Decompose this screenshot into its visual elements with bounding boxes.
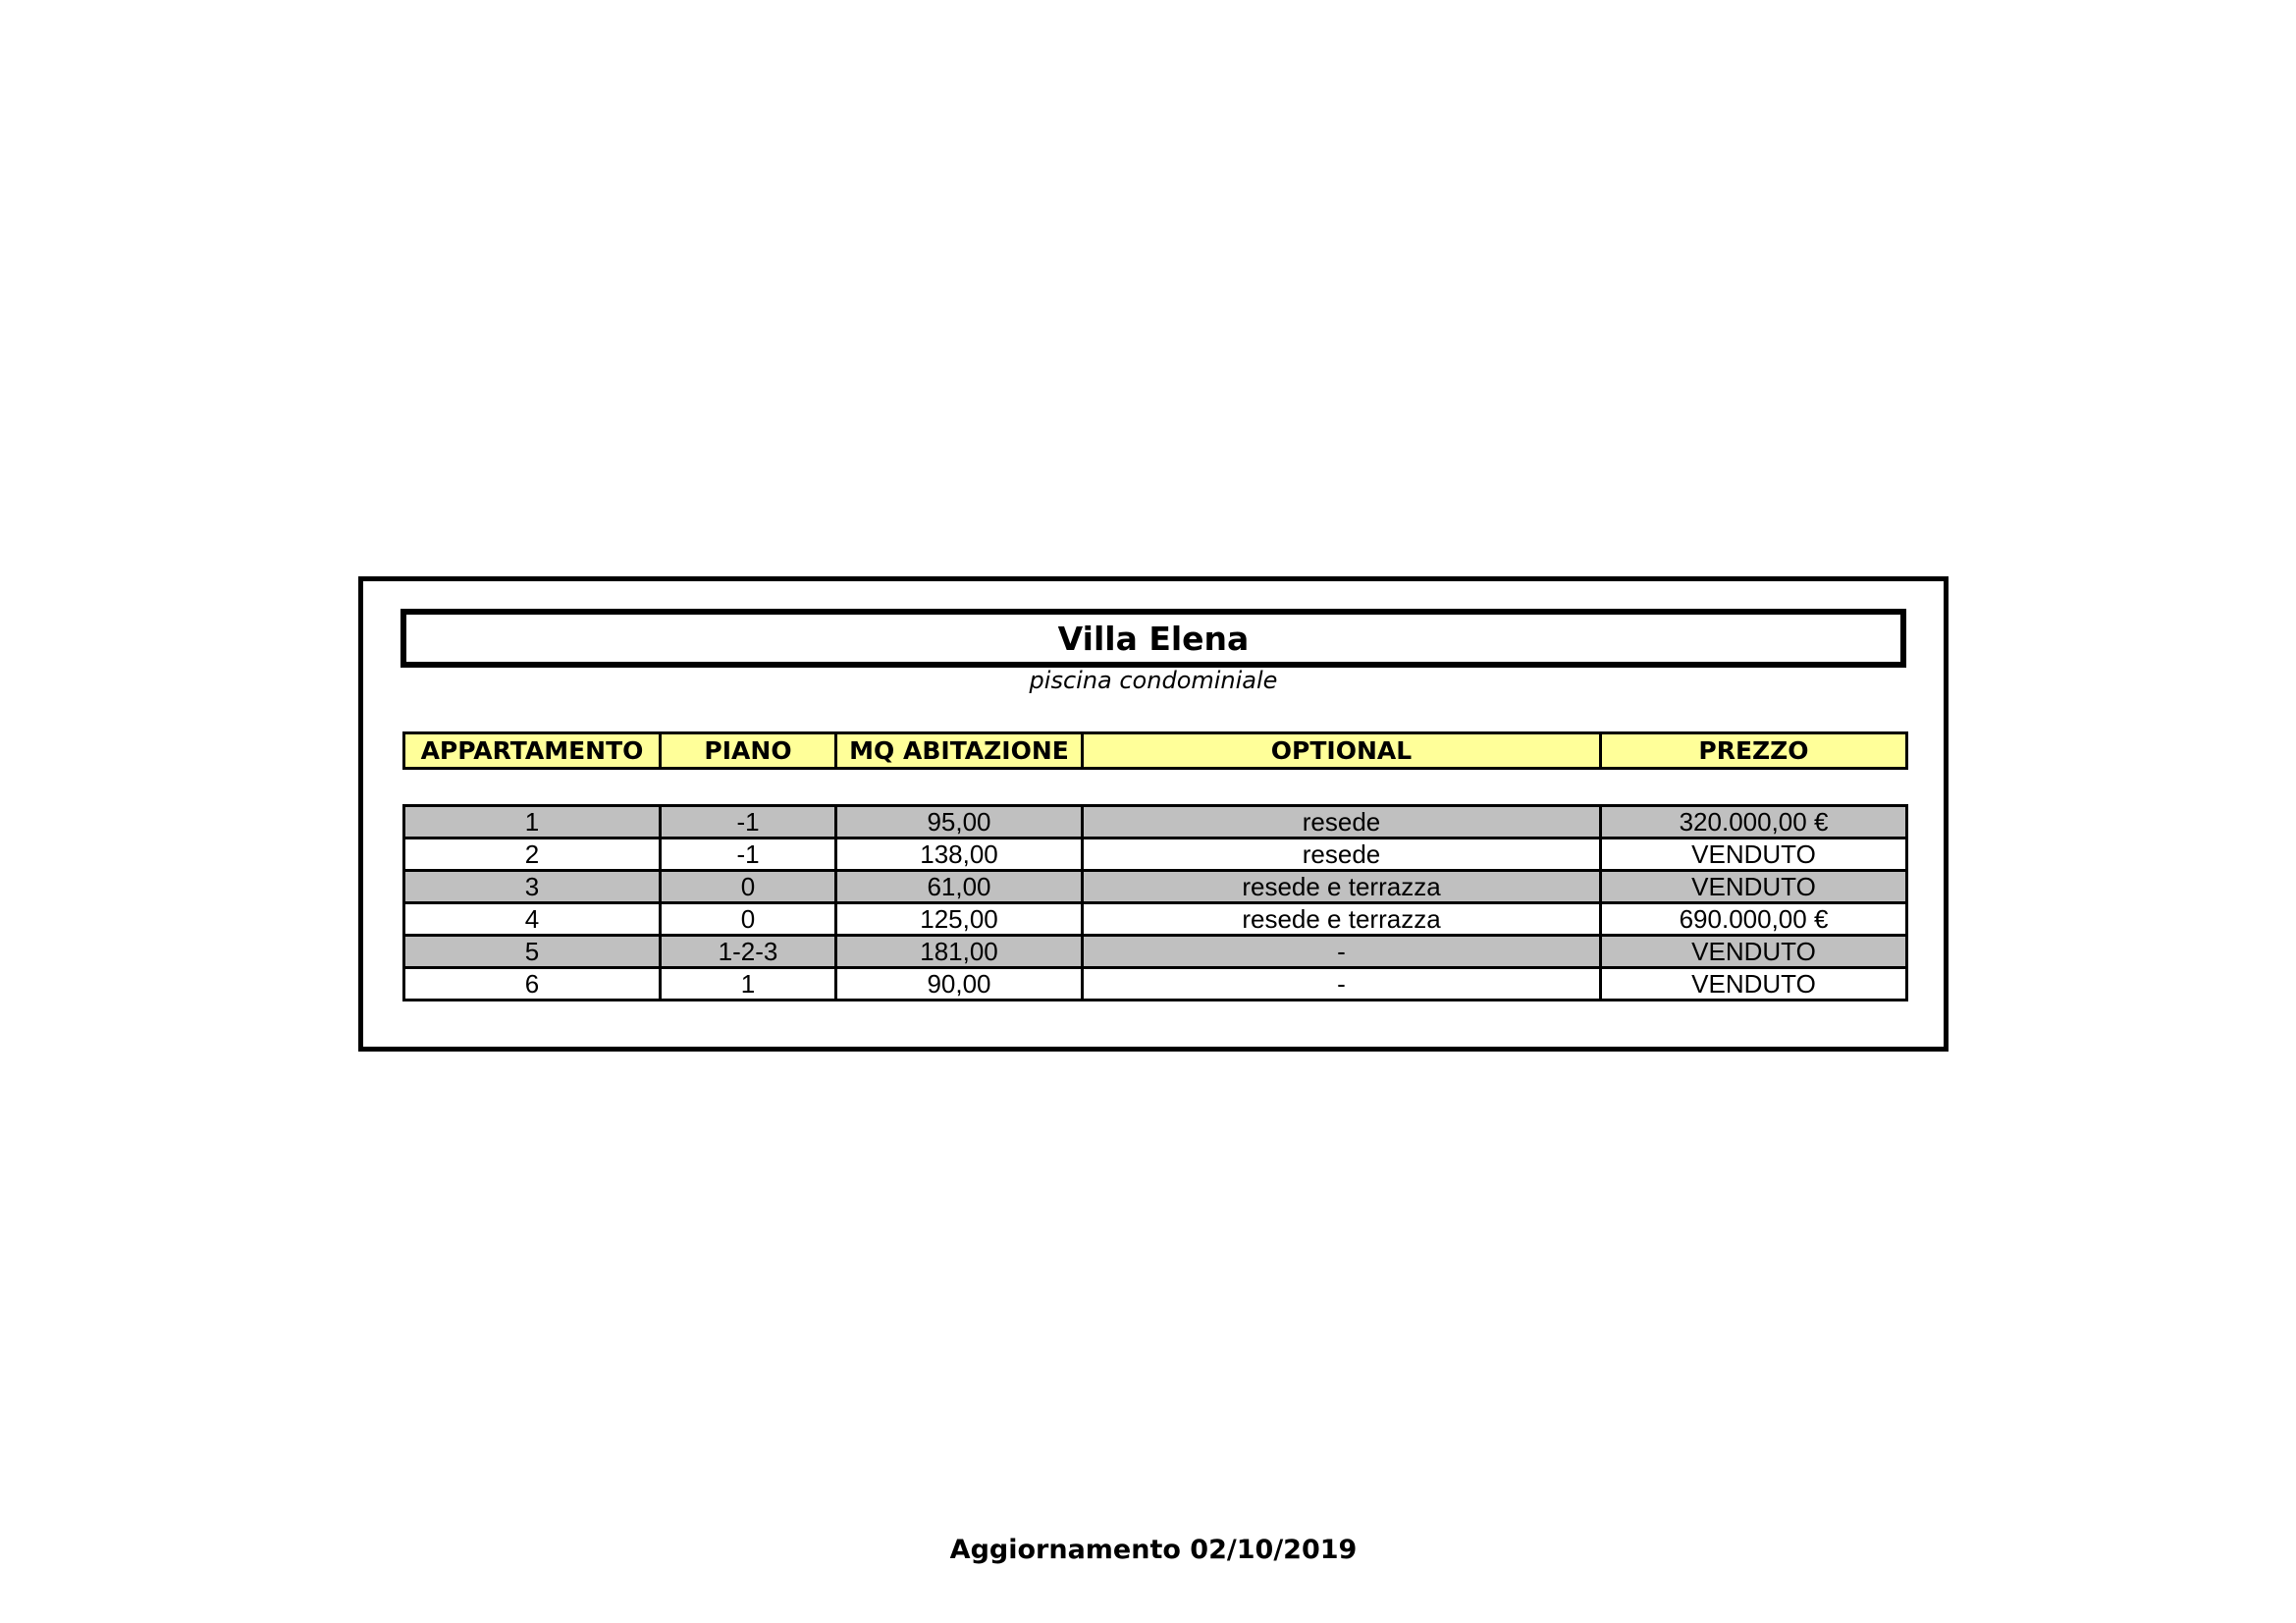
header-mq-abitazione: MQ ABITAZIONE (836, 733, 1083, 769)
header-optional: OPTIONAL (1083, 733, 1601, 769)
apartments-table (402, 804, 1908, 1001)
cell-appartamento: 6 (404, 968, 661, 1001)
cell-appartamento: 5 (404, 936, 661, 968)
table-row (404, 871, 1907, 903)
table-row (404, 936, 1907, 968)
cell-mq: 125,00 (836, 903, 1083, 936)
cell-piano: 1-2-3 (661, 936, 836, 968)
cell-appartamento: 1 (404, 806, 661, 839)
cell-mq: 95,00 (836, 806, 1083, 839)
cell-piano: 1 (661, 968, 836, 1001)
cell-mq: 181,00 (836, 936, 1083, 968)
cell-mq: 138,00 (836, 839, 1083, 871)
cell-prezzo: VENDUTO (1601, 968, 1907, 1001)
cell-prezzo: VENDUTO (1601, 839, 1907, 871)
cell-piano: 0 (661, 871, 836, 903)
table-row (404, 839, 1907, 871)
update-date-footer: Aggiornamento 02/10/2019 (949, 1535, 1358, 1565)
header-row (404, 733, 1907, 769)
table-row (404, 806, 1907, 839)
cell-prezzo: VENDUTO (1601, 871, 1907, 903)
cell-optional: - (1083, 936, 1601, 968)
page-subtitle: piscina condominiale (1029, 667, 1278, 694)
cell-mq: 90,00 (836, 968, 1083, 1001)
header-appartamento: APPARTAMENTO (404, 733, 661, 769)
cell-optional: resede e terrazza (1083, 871, 1601, 903)
title-box (400, 609, 1906, 668)
table-row (404, 968, 1907, 1001)
cell-prezzo: VENDUTO (1601, 936, 1907, 968)
cell-optional: resede (1083, 839, 1601, 871)
cell-piano: -1 (661, 806, 836, 839)
cell-piano: -1 (661, 839, 836, 871)
table-header (402, 731, 1908, 770)
cell-prezzo: 320.000,00 € (1601, 806, 1907, 839)
table-row (404, 903, 1907, 936)
cell-appartamento: 3 (404, 871, 661, 903)
header-prezzo: PREZZO (1601, 733, 1907, 769)
cell-mq: 61,00 (836, 871, 1083, 903)
cell-optional: resede (1083, 806, 1601, 839)
cell-piano: 0 (661, 903, 836, 936)
cell-appartamento: 4 (404, 903, 661, 936)
page-title: Villa Elena (1057, 619, 1250, 658)
cell-prezzo: 690.000,00 € (1601, 903, 1907, 936)
cell-appartamento: 2 (404, 839, 661, 871)
cell-optional: resede e terrazza (1083, 903, 1601, 936)
cell-optional: - (1083, 968, 1601, 1001)
header-piano: PIANO (661, 733, 836, 769)
